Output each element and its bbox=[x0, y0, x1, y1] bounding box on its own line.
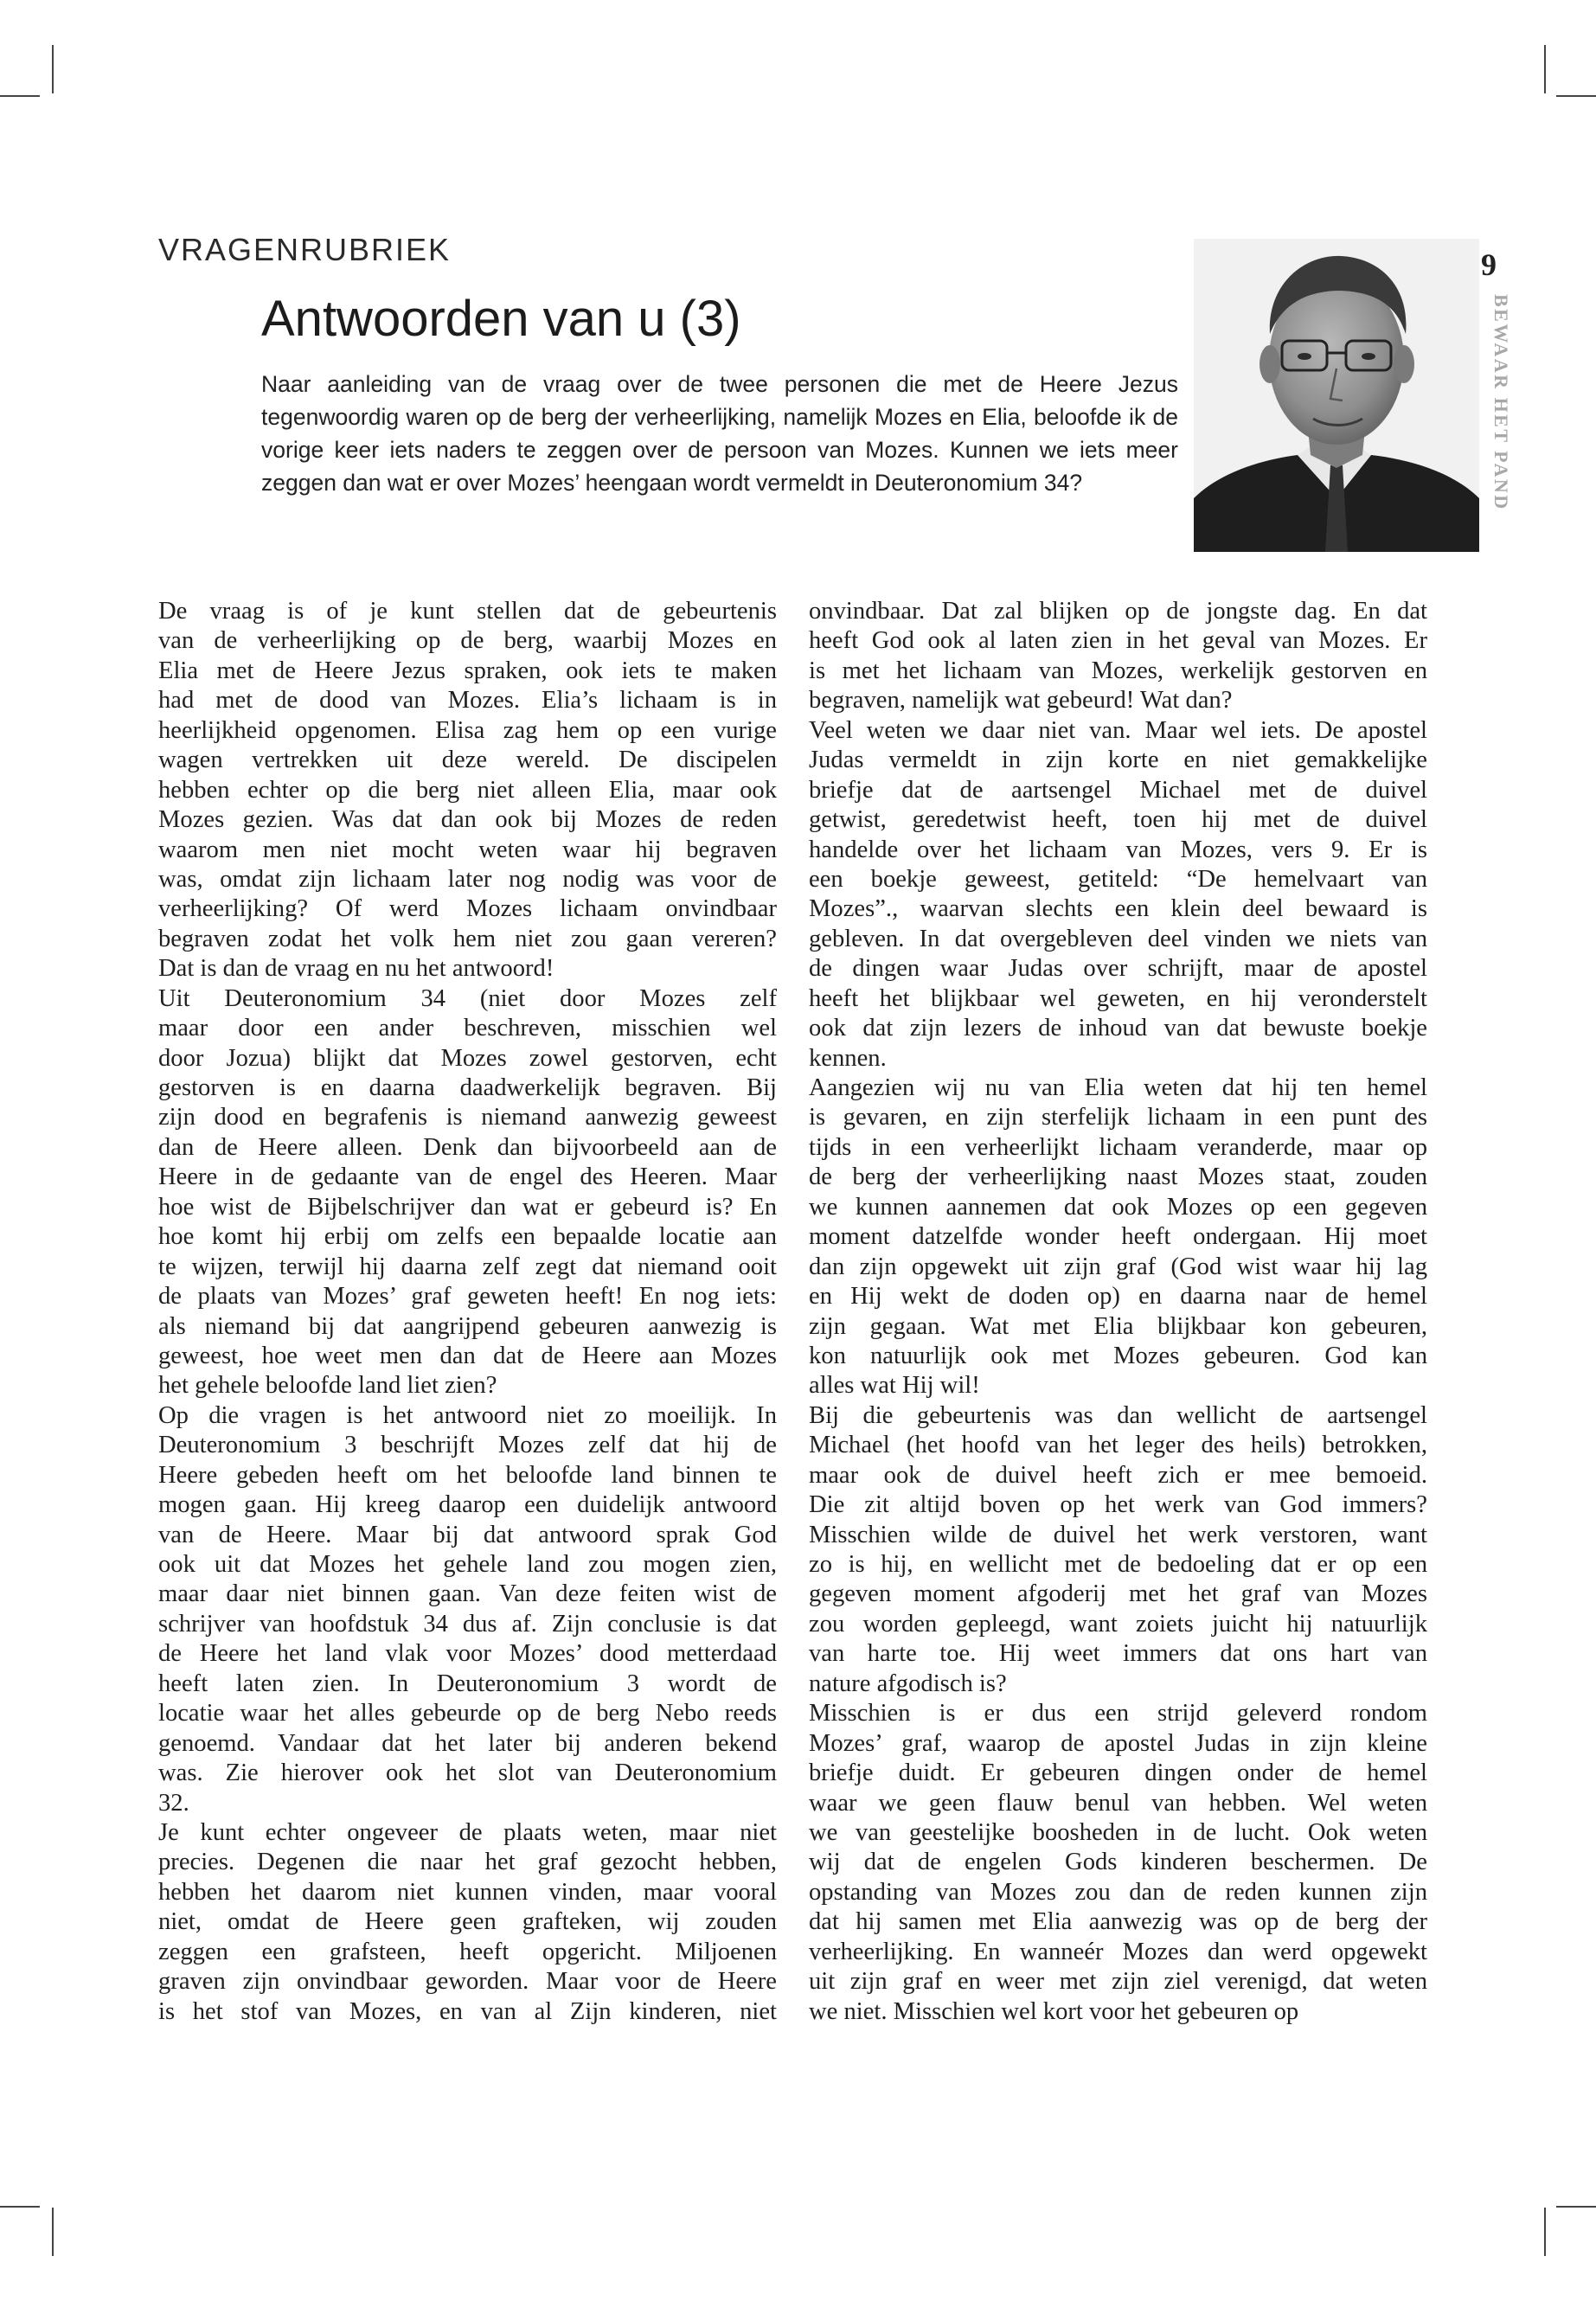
body-text-line: moment datzelfde wonder heeft ondergaan. Hij moet bbox=[809, 1223, 1427, 1251]
body-text-line: we van geestelijke boosheden in de lucht. Ook weten bbox=[809, 1818, 1427, 1846]
body-text-line: gegeven moment afgoderij met het graf van Mozes bbox=[809, 1580, 1427, 1608]
crop-mark bbox=[52, 2208, 54, 2256]
body-text-line: is het stof van Mozes, en van al Zijn kinderen, niet bbox=[158, 1997, 777, 2025]
crop-mark bbox=[1556, 95, 1596, 97]
body-text-line: Bij die gebeurtenis was dan wellicht de aartsengel bbox=[809, 1401, 1427, 1429]
body-text-line: zijn gegaan. Wat met Elia blijkbaar kon gebeuren, bbox=[809, 1312, 1427, 1340]
body-text-line: geweest, hoe weet men dan dat de Heere aan Mozes bbox=[158, 1342, 777, 1369]
body-text-line: wagen vertrekken uit deze wereld. De discipelen bbox=[158, 747, 777, 774]
body-text-line: kon natuurlijk ook met Mozes gebeuren. God kan bbox=[809, 1342, 1427, 1369]
body-text-line: waarom men niet mocht weten waar hij begraven bbox=[158, 836, 777, 863]
body-text-line: wij dat de engelen Gods kinderen beschermen. De bbox=[809, 1849, 1427, 1876]
body-text-line: en Hij wekt de doden op) en daarna naar de hemel bbox=[809, 1283, 1427, 1311]
article-column-right bbox=[809, 597, 1427, 2027]
body-text-line: locatie waar het alles gebeurde op de berg Nebo reeds bbox=[158, 1700, 777, 1727]
body-text-line: zo is hij, en wellicht met de bedoeling dat er op een bbox=[809, 1551, 1427, 1578]
body-text-line: uit zijn graf en weer met zijn ziel verenigd, dat weten bbox=[809, 1968, 1427, 1996]
crop-mark bbox=[1544, 45, 1546, 93]
body-text-line: mogen gaan. Hij kreeg daarop een duidelijk antwoord bbox=[158, 1491, 777, 1519]
body-text-line: Deuteronomium 3 beschrijft Mozes zelf dat hij de bbox=[158, 1432, 777, 1459]
body-text-line: briefje duidt. Er gebeuren dingen onder de hemel bbox=[809, 1759, 1427, 1787]
body-text-line: gestorven is en daarna daadwerkelijk begraven. Bij bbox=[158, 1074, 777, 1101]
body-text-line: ook dat zijn lezers de inhoud van dat bewuste boekje bbox=[809, 1015, 1427, 1042]
body-text-line: heeft God ook al laten zien in het geval van Mozes. Er bbox=[809, 627, 1427, 655]
body-text-line: schrijver van hoofdstuk 34 dus af. Zijn conclusie is dat bbox=[158, 1610, 777, 1638]
body-text-line: zou worden gepleegd, want zoiets juicht hij natuurlijk bbox=[809, 1610, 1427, 1638]
body-text-line: de berg der verheerlijking naast Mozes staat, zouden bbox=[809, 1163, 1427, 1191]
body-text-line: dat hij samen met Elia aanwezig was op de berg der bbox=[809, 1908, 1427, 1936]
body-text-line: is gevaren, en zijn sterfelijk lichaam in een punt des bbox=[809, 1104, 1427, 1131]
body-text-line: had met de dood van Mozes. Elia’s lichaam is in bbox=[158, 687, 777, 715]
body-text-line: verheerlijking. En wanneér Mozes dan werd opgewekt bbox=[809, 1938, 1427, 1965]
body-text-line: begraven zodat het volk hem niet zou gaan vereren? bbox=[158, 925, 777, 952]
body-text-line: onvindbaar. Dat zal blijken op de jongste dag. En dat bbox=[809, 598, 1427, 625]
body-text-line: we kunnen aannemen dat ook Mozes op een gegeven bbox=[809, 1193, 1427, 1221]
body-text-line: precies. Degenen die naar het graf gezocht hebben, bbox=[158, 1849, 777, 1876]
body-text-line: Op die vragen is het antwoord niet zo moeilijk. In bbox=[158, 1401, 777, 1429]
body-text-line: Misschien is er dus een strijd geleverd rondom bbox=[809, 1700, 1427, 1727]
body-text-line: briefje dat de aartsengel Michael met de duivel bbox=[809, 776, 1427, 804]
running-head: BEWAAR HET PAND bbox=[1490, 294, 1512, 511]
body-text-line: gebleven. In dat overgebleven deel vinden we niets van bbox=[809, 925, 1427, 952]
body-text-line: maar ook de duivel heeft zich er mee bemoeid. bbox=[809, 1461, 1427, 1489]
body-text-line: Mozes”., waarvan slechts een klein deel bewaard is bbox=[809, 895, 1427, 923]
body-text-line: Mozes’ graf, waarop de apostel Judas in zijn kleine bbox=[809, 1729, 1427, 1757]
body-text-line: begraven, namelijk wat gebeurd! Wat dan? bbox=[809, 687, 1233, 715]
body-text-line: maar door een ander beschreven, misschien wel bbox=[158, 1015, 777, 1042]
body-text-line: dan de Heere alleen. Denk dan bijvoorbeeld aan de bbox=[158, 1133, 777, 1161]
body-text-line: ook uit dat Mozes het gehele land zou mogen zien, bbox=[158, 1551, 777, 1578]
body-text-line: niet, omdat de Heere geen grafteken, wij zouden bbox=[158, 1908, 777, 1936]
body-text-line: Elia met de Heere Jezus spraken, ook iets te maken bbox=[158, 657, 777, 684]
body-text-line: handelde over het lichaam van Mozes, vers 9. Er is bbox=[809, 836, 1427, 863]
body-text-line: heeft het blijkbaar wel geweten, en hij veronderstelt bbox=[809, 984, 1427, 1012]
crop-mark bbox=[0, 2206, 40, 2208]
body-text-line: dan zijn opgewekt uit zijn graf (God wist waar hij lag bbox=[809, 1253, 1427, 1280]
page-number: 9 bbox=[1481, 247, 1497, 282]
body-text-line: een boekje geweest, getiteld: “De hemelvaart van bbox=[809, 865, 1427, 893]
body-text-line: alles wat Hij wil! bbox=[809, 1372, 980, 1400]
body-text-line: Je kunt echter ongeveer de plaats weten, maar niet bbox=[158, 1818, 777, 1846]
body-text-line: de Heere het land vlak voor Mozes’ dood metterdaad bbox=[158, 1640, 777, 1668]
article-intro: Naar aanleiding van de vraag over de twee personen die met de Heere Jezus tegenwoordig waren op de berg der verheerlijking, namelijk Mozes en Elia, beloofde ik de vorige keer iets naders te zeggen over de persoon van Mozes. Kunnen we iets meer zeggen dan wat er over Mozes’ heengaan wordt vermeldt in Deuteronomium 34? bbox=[261, 371, 1178, 496]
crop-mark bbox=[0, 95, 40, 97]
author-photo bbox=[1194, 239, 1479, 552]
body-text-line: door Jozua) blijkt dat Mozes zowel gestorven, echt bbox=[158, 1044, 777, 1072]
body-text-line: is met het lichaam van Mozes, werkelijk gestorven en bbox=[809, 657, 1427, 684]
body-text-line: te wijzen, terwijl hij daarna zelf zegt dat niemand ooit bbox=[158, 1253, 777, 1280]
body-text-line: opstanding van Mozes zou dan de reden kunnen zijn bbox=[809, 1878, 1427, 1906]
crop-mark bbox=[1556, 2206, 1596, 2208]
body-text-line: hebben het daarom niet kunnen vinden, maar vooral bbox=[158, 1878, 777, 1906]
body-text-line: getwist, geredetwist heeft, toen hij met de duivel bbox=[809, 806, 1427, 834]
body-text-line: zeggen een grafsteen, heeft opgericht. Miljoenen bbox=[158, 1938, 777, 1965]
body-text-line: hoe komt hij erbij om zelfs een bepaalde locatie aan bbox=[158, 1223, 777, 1251]
body-text-line: was. Zie hierover ook het slot van Deuteronomium bbox=[158, 1759, 777, 1787]
body-text-line: maar daar niet binnen gaan. Van deze feiten wist de bbox=[158, 1580, 777, 1608]
crop-mark bbox=[52, 45, 54, 93]
body-text-line: heeft laten zien. In Deuteronomium 3 wordt de bbox=[158, 1670, 777, 1697]
body-text-line: Michael (het hoofd van het leger des heils) betrokken, bbox=[809, 1432, 1427, 1459]
body-text-line: De vraag is of je kunt stellen dat de gebeurtenis bbox=[158, 598, 777, 625]
body-text-line: Judas vermeldt in zijn korte en niet gemakkelijke bbox=[809, 747, 1427, 774]
body-text-line: Dat is dan de vraag en nu het antwoord! bbox=[158, 955, 554, 983]
body-text-line: verheerlijking? Of werd Mozes lichaam onvindbaar bbox=[158, 895, 777, 923]
body-text-line: hoe wist de Bijbelschrijver dan wat er gebeurd is? En bbox=[158, 1193, 777, 1221]
crop-mark bbox=[1544, 2208, 1546, 2256]
body-text-line: van de verheerlijking op de berg, waarbij Mozes en bbox=[158, 627, 777, 655]
body-text-line: genoemd. Vandaar dat het later bij anderen bekend bbox=[158, 1729, 777, 1757]
section-label: VRAGENRUBRIEK bbox=[158, 232, 452, 267]
body-text-line: de plaats van Mozes’ graf geweten heeft! En nog iets: bbox=[158, 1283, 777, 1311]
body-text-line: heerlijkheid opgenomen. Elisa zag hem op een vurige bbox=[158, 716, 777, 744]
body-text-line: van de Heere. Maar bij dat antwoord sprak God bbox=[158, 1521, 777, 1548]
body-text-line: Die zit altijd boven op het werk van God immers? bbox=[809, 1491, 1427, 1519]
body-text-line: nature afgodisch is? bbox=[809, 1670, 1007, 1697]
body-text-line: zijn dood en begrafenis is niemand aanwezig geweest bbox=[158, 1104, 777, 1131]
body-text-line: de dingen waar Judas over schrijft, maar de apostel bbox=[809, 955, 1427, 983]
portrait-illustration bbox=[1194, 239, 1479, 552]
body-text-line: we niet. Misschien wel kort voor het gebeuren op bbox=[809, 1997, 1299, 2025]
body-text-line: het gehele beloofde land liet zien? bbox=[158, 1372, 497, 1400]
body-text-line: Misschien wilde de duivel het werk verstoren, want bbox=[809, 1521, 1427, 1548]
body-text-line: hebben echter op die berg niet alleen Elia, maar ook bbox=[158, 776, 777, 804]
body-text-line: van harte toe. Hij weet immers dat ons hart van bbox=[809, 1640, 1427, 1668]
body-text-line: was, omdat zijn lichaam later nog nodig was voor de bbox=[158, 865, 777, 893]
article-title: Antwoorden van u (3) bbox=[261, 291, 741, 347]
body-text-line: Veel weten we daar niet van. Maar wel iets. De apostel bbox=[809, 716, 1427, 744]
body-text-line: Aangezien wij nu van Elia weten dat hij ten hemel bbox=[809, 1074, 1427, 1101]
article-column-left bbox=[158, 597, 777, 2027]
body-text-line: waar we geen flauw benul van hebben. Wel weten bbox=[809, 1789, 1427, 1817]
body-text-line: graven zijn onvindbaar geworden. Maar voor de Heere bbox=[158, 1968, 777, 1996]
body-text-line: 32. bbox=[158, 1789, 189, 1817]
body-text-line: Uit Deuteronomium 34 (niet door Mozes zelf bbox=[158, 984, 777, 1012]
body-text-line: als niemand bij dat aangrijpend gebeuren aanwezig is bbox=[158, 1312, 777, 1340]
body-text-line: Heere in de gedaante van de engel des Heeren. Maar bbox=[158, 1163, 777, 1191]
body-text-line: kennen. bbox=[809, 1044, 887, 1072]
body-text-line: tijds in een verheerlijkt lichaam veranderde, maar op bbox=[809, 1133, 1427, 1161]
body-text-line: Mozes gezien. Was dat dan ook bij Mozes de reden bbox=[158, 806, 777, 834]
body-text-line: Heere gebeden heeft om het beloofde land binnen te bbox=[158, 1461, 777, 1489]
